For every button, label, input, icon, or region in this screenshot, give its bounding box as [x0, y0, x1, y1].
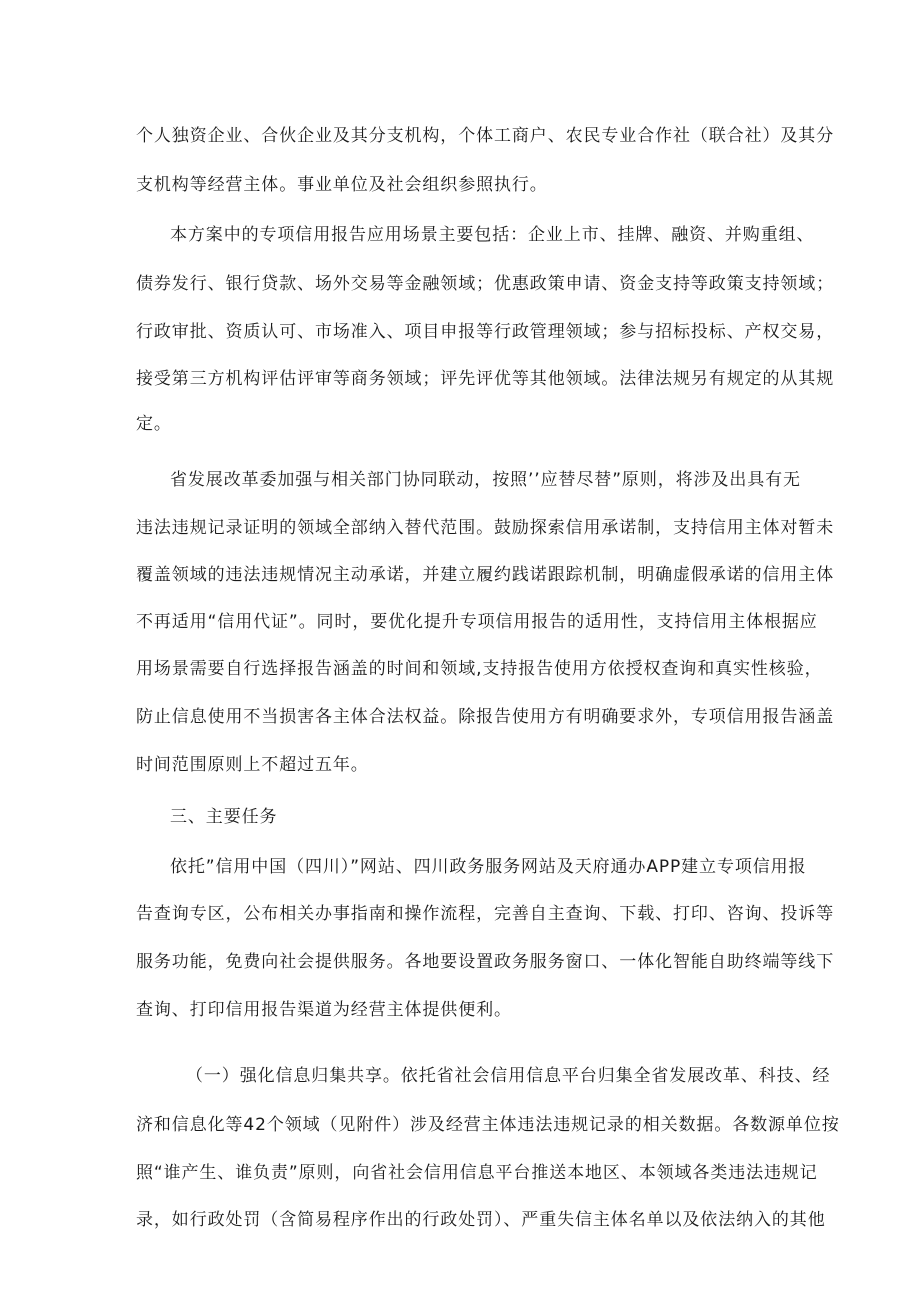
paragraph-line: 支机构等经营主体。事业单位及社会组织参照执行。 [136, 175, 548, 195]
paragraph-line: 济和信息化等42个领域（见附件）涉及经营主体违法违规记录的相关数据。各数源单位按 [136, 1115, 840, 1135]
paragraph-line: 违法违规记录证明的领域全部纳入替代范围。鼓励探索信用承诺制，支持信用主体对暂未 [136, 518, 835, 538]
paragraph-line: 接受第三方机构评估评审等商务领域；评先评优等其他领域。法律法规另有规定的从其规 [136, 369, 835, 389]
paragraph-line: 省发展改革委加强与相关部门协同联动，按照’’应替尽替”原则，将涉及出具有无 [170, 470, 801, 490]
paragraph-line: 服务功能，免费向社会提供服务。各地要设置政务服务窗口、一体化智能自助终端等线下 [136, 952, 835, 972]
paragraph-line: 时间范围原则上不超过五年。 [136, 755, 369, 775]
paragraph-line: 防止信息使用不当损害各主体合法权益。除报告使用方有明确要求外，专项信用报告涵盖 [136, 707, 835, 727]
section-heading: 三、主要任务 [170, 807, 278, 827]
paragraph-line: 行政审批、资质认可、市场准入、项目申报等行政管理领域；参与招标投标、产权交易， [136, 322, 835, 342]
paragraph-line: 定。 [136, 414, 172, 434]
paragraph-line: 录，如行政处罚（含简易程序作出的行政处罚）、严重失信主体名单以及依法纳入的其他 [136, 1210, 826, 1230]
paragraph-line: 照“谁产生、谁负责”原则，向省社会信用信息平台推送本地区、本领域各类违法违规记 [136, 1163, 818, 1183]
paragraph-line: 不再适用“信用代证”。同时，要优化提升专项信用报告的适用性，支持信用主体根据应 [136, 612, 818, 632]
paragraph-line: 告查询专区，公布相关办事指南和操作流程，完善自主查询、下载、打印、咨询、投诉等 [136, 904, 835, 924]
paragraph-line: 用场景需要自行选择报告涵盖的时间和领域,支持报告使用方依授权查询和真实性核验， [136, 659, 823, 679]
paragraph-line: （一）强化信息归集共享。依托省社会信用信息平台归集全省发展改革、科技、经 [186, 1066, 831, 1086]
paragraph-line: 查询、打印信用报告渠道为经营主体提供便利。 [136, 1000, 512, 1020]
paragraph-line: 覆盖领域的违法违规情况主动承诺，并建立履约践诺跟踪机制，明确虚假承诺的信用主体 [136, 565, 835, 585]
paragraph-line: 依托”信用中国（四川）”网站、四川政务服务网站及天府通办APP建立专项信用报 [170, 857, 807, 877]
paragraph-line: 个人独资企业、合伙企业及其分支机构，个体工商户、农民专业合作社（联合社）及其分 [136, 126, 835, 146]
paragraph-line: 债券发行、银行贷款、场外交易等金融领域；优惠政策申请、资金支持等政策支持领域； [136, 274, 835, 294]
paragraph-line: 本方案中的专项信用报告应用场景主要包括：企业上市、挂牌、融资、并购重组、 [170, 225, 815, 245]
